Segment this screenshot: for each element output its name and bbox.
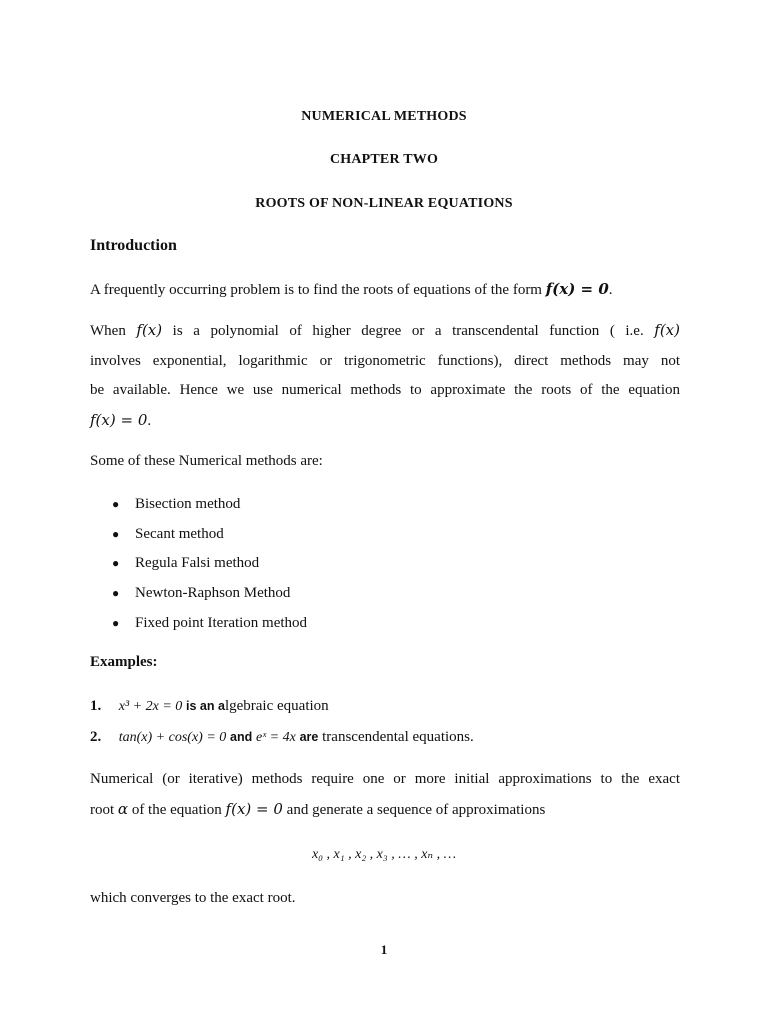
examples-heading: Examples: xyxy=(90,654,158,670)
example-number: 2. xyxy=(90,729,102,745)
p3-line-1: Numerical (or iterative) methods require one or more initial approximations to the exact xyxy=(90,771,680,787)
example-2-and: and xyxy=(230,730,253,744)
chapter-subtitle: ROOTS OF NON-LINEAR EQUATIONS xyxy=(255,196,513,211)
example-1 xyxy=(90,696,329,717)
alpha-symbol: α xyxy=(117,799,129,818)
p2-line-2: involves exponential, logarithmic or trigonometric functions), direct methods may not xyxy=(90,352,680,369)
list-item: ● Bisection method xyxy=(90,490,307,520)
list-item: ● Regula Falsi method xyxy=(90,549,307,579)
list-item: ● Fixed point Iteration method xyxy=(90,609,307,639)
bullet-icon: ● xyxy=(112,497,120,511)
example-number: 1. xyxy=(90,698,102,714)
example-2-equation-1: tan(x) + cos(x) = 0 xyxy=(118,730,227,745)
p2-line-1 xyxy=(90,316,680,347)
p2-text: is a polynomial of higher degree or a transcendental function ( i.e. xyxy=(172,323,644,339)
bullet-icon: ● xyxy=(112,526,120,541)
intro-paragraph-1: A frequently occurring problem is to find the roots of equations of the form f(x) = 0. xyxy=(90,280,613,298)
bullet-icon: ● xyxy=(112,615,120,630)
equation-fx-zero: f(x) = 0 xyxy=(545,280,609,298)
example-1-equation: x³ + 2x = 0 xyxy=(118,699,183,714)
example-2 xyxy=(90,727,474,748)
example-1-text: lgebraic equation xyxy=(224,698,329,714)
bullet-icon: ● xyxy=(112,556,120,571)
list-item: ● Newton-Raphson Method xyxy=(90,579,307,609)
intro-paragraph-2 xyxy=(90,316,680,436)
intro-text: A frequently occurring problem is to find the roots of equations of the form xyxy=(90,282,542,298)
bullet-icon: ● xyxy=(112,586,120,601)
chapter-label: CHAPTER TWO xyxy=(329,152,439,167)
p3-line-2: root α of the equation f(x) = 0 and generate a sequence of approximations xyxy=(90,799,546,818)
example-2-text: transcendental equations. xyxy=(322,729,474,745)
equation-fx-zero-3: f(x) = 0 xyxy=(225,799,283,818)
example-2-are: are xyxy=(299,730,319,744)
methods-list xyxy=(90,490,307,638)
methods-intro: Some of these Numerical methods are: xyxy=(90,453,323,469)
equation-fx-zero-2: f(x) = 0 xyxy=(90,410,148,429)
list-item: ● Secant method xyxy=(90,520,307,550)
iterative-paragraph xyxy=(90,765,680,825)
page-number: 1 xyxy=(380,942,388,957)
converges-paragraph: which converges to the exact root. xyxy=(90,890,296,906)
example-1-bold-text: is an a xyxy=(186,699,225,713)
approximation-sequence: x₀ , x₁ , x₂ , x₃ , … , xₙ , … xyxy=(311,847,457,862)
p2-line-3: be available. Hence we use numerical methods to approximate the roots of the equation xyxy=(90,382,680,398)
fx-symbol: f(x) xyxy=(136,321,163,339)
p2-when: When xyxy=(90,323,126,339)
example-2-equation-2: eˣ = 4x xyxy=(256,730,296,745)
p2-line-4: f(x) = 0. xyxy=(90,410,152,429)
document-title: NUMERICAL METHODS xyxy=(301,109,467,124)
fx-symbol-2: f(x) xyxy=(654,321,680,339)
intro-heading: Introduction xyxy=(90,237,177,254)
